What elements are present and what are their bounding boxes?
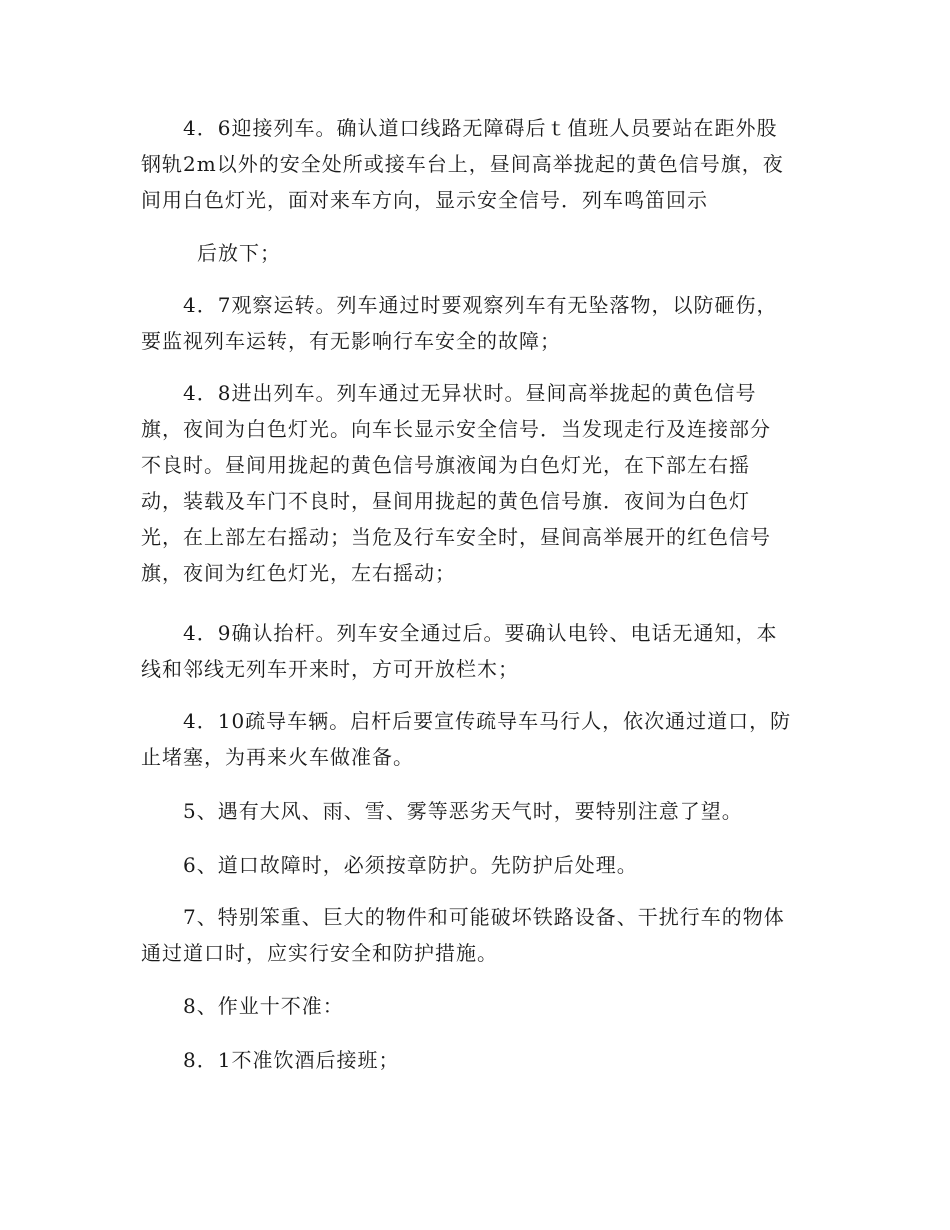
text-line: 6、道口故障时，必须按章防护。先防护后处理。 xyxy=(183,853,638,877)
text-line: 间用白色灯光，面对来车方向，显示安全信号．列车鸣笛回示 xyxy=(141,188,708,212)
text-line: 旗，夜间为红色灯光，左右摇动； xyxy=(141,561,456,585)
text-line: 4．6迎接列车。确认道口线路无障碍后ｔ值班人员要站在距外股 xyxy=(183,116,778,140)
text-line: 4．10疏导车辆。启杆后要宣传疏导车马行人，依次通过道口，防 xyxy=(183,709,792,733)
paragraph-4-6 xyxy=(141,110,811,218)
text-line: 4．7观察运转。列车通过时要观察列车有无坠落物，以防砸伤， xyxy=(183,293,778,317)
paragraph-4-8 xyxy=(141,375,811,591)
text-line: 线和邻线无列车开来时，方可开放栏木； xyxy=(141,657,519,681)
text-line: 后放下； xyxy=(197,241,281,265)
paragraph-5 xyxy=(141,793,811,829)
paragraph-4-9 xyxy=(141,615,811,687)
text-line: 不良时。昼间用拢起的黄色信号旗液闻为白色灯光，在下部左右摇 xyxy=(141,453,750,477)
paragraph-8 xyxy=(141,988,811,1024)
text-line: 旗，夜间为白色灯光。向车长显示安全信号．当发现走行及连接部分 xyxy=(141,417,771,441)
text-line: 4．8进出列车。列车通过无异状时。昼间高举拢起的黄色信号 xyxy=(183,381,757,405)
paragraph-4-6-continuation xyxy=(141,235,811,271)
text-line: 动，装载及车门不良时，昼间用拢起的黄色信号旗．夜间为白色灯 xyxy=(141,489,750,513)
text-line: 5、遇有大风、雨、雪、雾等恶劣天气时，要特别注意了望。 xyxy=(183,799,743,823)
text-line: 要监视列车运转，有无影响行车安全的故障； xyxy=(141,329,561,353)
text-line: 通过道口时，应实行安全和防护措施。 xyxy=(141,941,498,965)
text-line: 光，在上部左右摇动；当危及行车安全时，昼间高举展开的红色信号 xyxy=(141,525,771,549)
text-line: 8、作业十不准： xyxy=(183,994,344,1018)
paragraph-4-7 xyxy=(141,287,811,359)
paragraph-7 xyxy=(141,899,811,971)
paragraph-8-1 xyxy=(141,1042,811,1078)
text-line: 7、特别笨重、巨大的物件和可能破坏铁路设备、干扰行车的物体 xyxy=(183,905,785,929)
text-line: 钢轨2m以外的安全处所或接车台上，昼间高举拢起的黄色信号旗，夜 xyxy=(141,152,784,176)
text-line: 4．9确认抬杆。列车安全通过后。要确认电铃、电话无通知，本 xyxy=(183,621,778,645)
paragraph-4-10 xyxy=(141,703,811,775)
text-line: 8．1不准饮酒后接班； xyxy=(183,1048,400,1072)
paragraph-6 xyxy=(141,847,811,883)
text-line: 止堵塞，为再来火车做准备。 xyxy=(141,745,414,769)
